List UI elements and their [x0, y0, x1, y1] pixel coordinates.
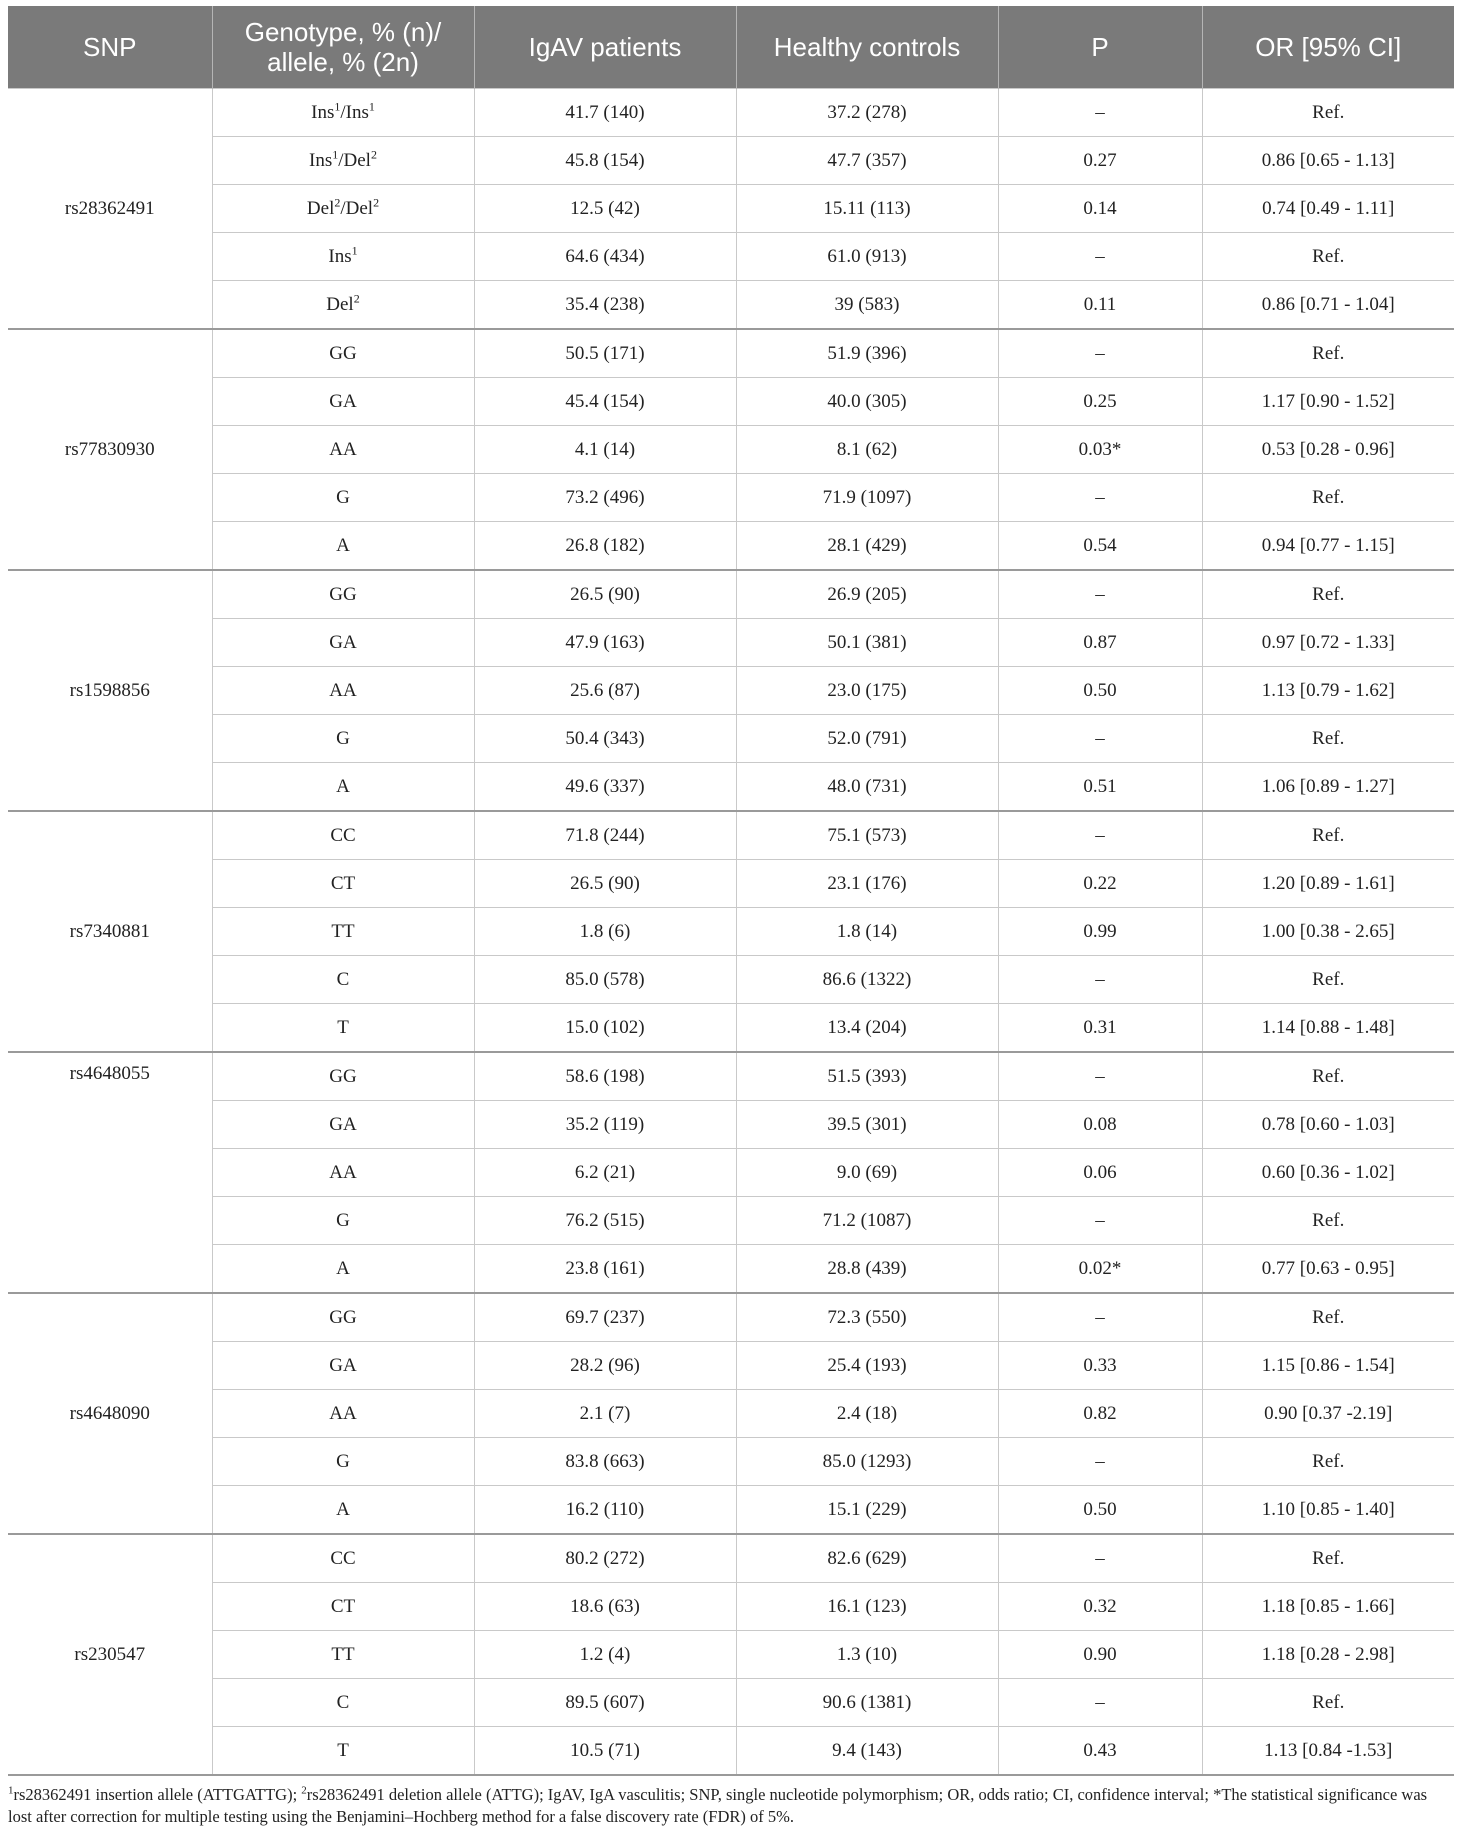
or-cell: 0.78 [0.60 - 1.03]: [1202, 1101, 1454, 1149]
p-value-cell: 0.54: [998, 522, 1202, 571]
patients-cell: 6.2 (21): [474, 1149, 736, 1197]
table-row: [8, 1438, 1454, 1486]
p-value-cell: –: [998, 1197, 1202, 1245]
controls-cell: 23.1 (176): [736, 860, 998, 908]
genotype-cell: G: [212, 1197, 474, 1245]
patients-cell: 1.2 (4): [474, 1631, 736, 1679]
genotype-cell: Ins$^1$: [212, 233, 474, 281]
patients-cell: 76.2 (515): [474, 1197, 736, 1245]
table-row: [8, 1197, 1454, 1245]
or-cell: 1.18 [0.85 - 1.66]: [1202, 1583, 1454, 1631]
snp-cell: rs7340881: [8, 811, 212, 1052]
patients-cell: 41.7 (140): [474, 89, 736, 137]
genotype-cell: AA: [212, 667, 474, 715]
table-row: [8, 715, 1454, 763]
p-value-cell: 0.06: [998, 1149, 1202, 1197]
patients-cell: 45.4 (154): [474, 378, 736, 426]
p-value-cell: 0.51: [998, 763, 1202, 812]
patients-cell: 80.2 (272): [474, 1534, 736, 1583]
table-row: [8, 956, 1454, 1004]
genotype-cell: G: [212, 1438, 474, 1486]
or-cell: Ref.: [1202, 1438, 1454, 1486]
or-cell: 0.94 [0.77 - 1.15]: [1202, 522, 1454, 571]
p-value-cell: 0.08: [998, 1101, 1202, 1149]
controls-cell: 86.6 (1322): [736, 956, 998, 1004]
controls-cell: 37.2 (278): [736, 89, 998, 137]
genotype-cell: A: [212, 1245, 474, 1294]
or-cell: 0.53 [0.28 - 0.96]: [1202, 426, 1454, 474]
genotype-cell: Del$^2$: [212, 281, 474, 330]
patients-cell: 28.2 (96): [474, 1342, 736, 1390]
patients-cell: 26.5 (90): [474, 570, 736, 619]
p-value-cell: 0.50: [998, 667, 1202, 715]
p-value-cell: 0.31: [998, 1004, 1202, 1053]
patients-cell: 50.5 (171): [474, 329, 736, 378]
or-cell: 1.14 [0.88 - 1.48]: [1202, 1004, 1454, 1053]
table-row: [8, 1293, 1454, 1342]
snp-cell: rs28362491: [8, 89, 212, 330]
table-row: [8, 811, 1454, 860]
p-value-cell: 0.03*: [998, 426, 1202, 474]
controls-cell: 25.4 (193): [736, 1342, 998, 1390]
controls-cell: 51.9 (396): [736, 329, 998, 378]
controls-cell: 1.8 (14): [736, 908, 998, 956]
controls-cell: 39 (583): [736, 281, 998, 330]
controls-cell: 15.11 (113): [736, 185, 998, 233]
controls-cell: 72.3 (550): [736, 1293, 998, 1342]
table-row: [8, 1342, 1454, 1390]
or-cell: 0.74 [0.49 - 1.11]: [1202, 185, 1454, 233]
patients-cell: 35.4 (238): [474, 281, 736, 330]
snp-association-table: [8, 6, 1454, 1776]
table-row: [8, 474, 1454, 522]
table-row: [8, 1486, 1454, 1535]
patients-cell: 47.9 (163): [474, 619, 736, 667]
p-value-cell: –: [998, 1534, 1202, 1583]
or-cell: 1.20 [0.89 - 1.61]: [1202, 860, 1454, 908]
table-row: [8, 1727, 1454, 1776]
controls-cell: 39.5 (301): [736, 1101, 998, 1149]
genotype-cell: AA: [212, 1149, 474, 1197]
table-row: [8, 185, 1454, 233]
or-cell: Ref.: [1202, 570, 1454, 619]
table-row: [8, 1679, 1454, 1727]
p-value-cell: 0.02*: [998, 1245, 1202, 1294]
or-cell: 1.15 [0.86 - 1.54]: [1202, 1342, 1454, 1390]
header-p: P: [998, 6, 1202, 89]
controls-cell: 40.0 (305): [736, 378, 998, 426]
genotype-cell: A: [212, 1486, 474, 1535]
table-row: [8, 1583, 1454, 1631]
genotype-cell: GA: [212, 378, 474, 426]
patients-cell: 12.5 (42): [474, 185, 736, 233]
or-cell: Ref.: [1202, 1293, 1454, 1342]
controls-cell: 48.0 (731): [736, 763, 998, 812]
p-value-cell: –: [998, 1679, 1202, 1727]
patients-cell: 71.8 (244): [474, 811, 736, 860]
table-footnote: $^1$rs28362491 insertion allele (ATTGATTG); $^2$rs28362491 deletion allele (ATTG); IgAV, IgA vasculitis; SNP, single nucleotide polymorphism; OR, odds ratio; CI, confidence interval; *The statistical significance was lost after correction for multiple testing using the Benjamini–Hochberg method for a false discovery rate (FDR) of 5%.: [8, 1784, 1428, 1826]
controls-cell: 47.7 (357): [736, 137, 998, 185]
controls-cell: 71.9 (1097): [736, 474, 998, 522]
or-cell: Ref.: [1202, 474, 1454, 522]
genotype-cell: A: [212, 522, 474, 571]
or-cell: Ref.: [1202, 233, 1454, 281]
header-patients: IgAV patients: [474, 6, 736, 89]
genotype-cell: T: [212, 1004, 474, 1053]
snp-cell: rs77830930: [8, 329, 212, 570]
or-cell: Ref.: [1202, 1052, 1454, 1101]
or-cell: 0.77 [0.63 - 0.95]: [1202, 1245, 1454, 1294]
genotype-cell: TT: [212, 1631, 474, 1679]
controls-cell: 75.1 (573): [736, 811, 998, 860]
controls-cell: 15.1 (229): [736, 1486, 998, 1535]
table-row: [8, 763, 1454, 812]
p-value-cell: –: [998, 474, 1202, 522]
or-cell: 1.10 [0.85 - 1.40]: [1202, 1486, 1454, 1535]
genotype-cell: CC: [212, 1534, 474, 1583]
patients-cell: 4.1 (14): [474, 426, 736, 474]
patients-cell: 26.5 (90): [474, 860, 736, 908]
patients-cell: 69.7 (237): [474, 1293, 736, 1342]
or-cell: 1.17 [0.90 - 1.52]: [1202, 378, 1454, 426]
patients-cell: 10.5 (71): [474, 1727, 736, 1776]
or-cell: 0.86 [0.71 - 1.04]: [1202, 281, 1454, 330]
header-controls: Healthy controls: [736, 6, 998, 89]
table-row: [8, 281, 1454, 330]
table-row: [8, 570, 1454, 619]
table-row: [8, 233, 1454, 281]
patients-cell: 83.8 (663): [474, 1438, 736, 1486]
genotype-cell: CT: [212, 860, 474, 908]
table-row: [8, 908, 1454, 956]
patients-cell: 1.8 (6): [474, 908, 736, 956]
genotype-cell: CC: [212, 811, 474, 860]
controls-cell: 85.0 (1293): [736, 1438, 998, 1486]
patients-cell: 45.8 (154): [474, 137, 736, 185]
genotype-cell: G: [212, 474, 474, 522]
genotype-cell: GG: [212, 1052, 474, 1101]
p-value-cell: 0.90: [998, 1631, 1202, 1679]
or-cell: 1.00 [0.38 - 2.65]: [1202, 908, 1454, 956]
table-row: [8, 426, 1454, 474]
controls-cell: 52.0 (791): [736, 715, 998, 763]
table-row: [8, 378, 1454, 426]
p-value-cell: –: [998, 233, 1202, 281]
table-body: [8, 89, 1454, 1776]
patients-cell: 50.4 (343): [474, 715, 736, 763]
table-row: [8, 522, 1454, 571]
p-value-cell: –: [998, 715, 1202, 763]
controls-cell: 1.3 (10): [736, 1631, 998, 1679]
or-cell: Ref.: [1202, 1534, 1454, 1583]
p-value-cell: –: [998, 1438, 1202, 1486]
or-cell: Ref.: [1202, 1197, 1454, 1245]
header-snp: SNP: [8, 6, 212, 89]
snp-cell: rs4648055: [8, 1052, 212, 1293]
or-cell: 0.60 [0.36 - 1.02]: [1202, 1149, 1454, 1197]
genotype-cell: T: [212, 1727, 474, 1776]
snp-cell: rs1598856: [8, 570, 212, 811]
controls-cell: 26.9 (205): [736, 570, 998, 619]
header-or: OR [95% CI]: [1202, 6, 1454, 89]
p-value-cell: 0.33: [998, 1342, 1202, 1390]
genotype-cell: GA: [212, 1101, 474, 1149]
p-value-cell: 0.27: [998, 137, 1202, 185]
or-cell: 1.18 [0.28 - 2.98]: [1202, 1631, 1454, 1679]
genotype-cell: CT: [212, 1583, 474, 1631]
patients-cell: 16.2 (110): [474, 1486, 736, 1535]
table-row: [8, 1245, 1454, 1294]
p-value-cell: –: [998, 956, 1202, 1004]
genotype-cell: GA: [212, 1342, 474, 1390]
genotype-cell: Del$^2$/Del$^2$: [212, 185, 474, 233]
or-cell: Ref.: [1202, 715, 1454, 763]
controls-cell: 16.1 (123): [736, 1583, 998, 1631]
p-value-cell: 0.43: [998, 1727, 1202, 1776]
p-value-cell: 0.50: [998, 1486, 1202, 1535]
table-row: [8, 860, 1454, 908]
patients-cell: 49.6 (337): [474, 763, 736, 812]
p-value-cell: 0.82: [998, 1390, 1202, 1438]
or-cell: Ref.: [1202, 329, 1454, 378]
snp-cell: rs230547: [8, 1534, 212, 1775]
p-value-cell: –: [998, 89, 1202, 137]
table-row: [8, 1004, 1454, 1053]
header-genotype: Genotype, % (n)/ allele, % (2n): [212, 6, 474, 89]
patients-cell: 25.6 (87): [474, 667, 736, 715]
controls-cell: 2.4 (18): [736, 1390, 998, 1438]
controls-cell: 9.0 (69): [736, 1149, 998, 1197]
genotype-cell: GG: [212, 329, 474, 378]
patients-cell: 18.6 (63): [474, 1583, 736, 1631]
or-cell: 0.97 [0.72 - 1.33]: [1202, 619, 1454, 667]
genotype-cell: TT: [212, 908, 474, 956]
p-value-cell: 0.14: [998, 185, 1202, 233]
controls-cell: 61.0 (913): [736, 233, 998, 281]
or-cell: 1.13 [0.84 -1.53]: [1202, 1727, 1454, 1776]
table-container: [8, 6, 1454, 1828]
table-row: [8, 1101, 1454, 1149]
table-row: [8, 1390, 1454, 1438]
table-row: [8, 1631, 1454, 1679]
genotype-cell: GA: [212, 619, 474, 667]
genotype-cell: Ins$^1$/Del$^2$: [212, 137, 474, 185]
patients-cell: 85.0 (578): [474, 956, 736, 1004]
p-value-cell: 0.11: [998, 281, 1202, 330]
or-cell: Ref.: [1202, 956, 1454, 1004]
p-value-cell: –: [998, 811, 1202, 860]
or-cell: Ref.: [1202, 1679, 1454, 1727]
p-value-cell: –: [998, 570, 1202, 619]
table-row: [8, 89, 1454, 137]
p-value-cell: 0.22: [998, 860, 1202, 908]
p-value-cell: 0.32: [998, 1583, 1202, 1631]
patients-cell: 23.8 (161): [474, 1245, 736, 1294]
genotype-cell: AA: [212, 426, 474, 474]
controls-cell: 51.5 (393): [736, 1052, 998, 1101]
genotype-cell: A: [212, 763, 474, 812]
controls-cell: 28.8 (439): [736, 1245, 998, 1294]
genotype-cell: GG: [212, 1293, 474, 1342]
table-row: [8, 329, 1454, 378]
or-cell: 1.06 [0.89 - 1.27]: [1202, 763, 1454, 812]
table-row: [8, 1534, 1454, 1583]
patients-cell: 73.2 (496): [474, 474, 736, 522]
controls-cell: 8.1 (62): [736, 426, 998, 474]
or-cell: Ref.: [1202, 89, 1454, 137]
p-value-cell: 0.25: [998, 378, 1202, 426]
p-value-cell: –: [998, 1052, 1202, 1101]
snp-cell: rs4648090: [8, 1293, 212, 1534]
or-cell: Ref.: [1202, 811, 1454, 860]
table-row: [8, 1052, 1454, 1101]
header-row: [8, 6, 1454, 89]
genotype-cell: C: [212, 1679, 474, 1727]
patients-cell: 64.6 (434): [474, 233, 736, 281]
patients-cell: 26.8 (182): [474, 522, 736, 571]
controls-cell: 50.1 (381): [736, 619, 998, 667]
or-cell: 1.13 [0.79 - 1.62]: [1202, 667, 1454, 715]
genotype-cell: Ins$^1$/Ins$^1$: [212, 89, 474, 137]
patients-cell: 35.2 (119): [474, 1101, 736, 1149]
or-cell: 0.86 [0.65 - 1.13]: [1202, 137, 1454, 185]
p-value-cell: 0.99: [998, 908, 1202, 956]
controls-cell: 82.6 (629): [736, 1534, 998, 1583]
genotype-cell: G: [212, 715, 474, 763]
controls-cell: 28.1 (429): [736, 522, 998, 571]
p-value-cell: –: [998, 329, 1202, 378]
genotype-cell: C: [212, 956, 474, 1004]
patients-cell: 89.5 (607): [474, 1679, 736, 1727]
table-row: [8, 1149, 1454, 1197]
genotype-cell: GG: [212, 570, 474, 619]
p-value-cell: 0.87: [998, 619, 1202, 667]
table-row: [8, 619, 1454, 667]
patients-cell: 2.1 (7): [474, 1390, 736, 1438]
genotype-cell: AA: [212, 1390, 474, 1438]
p-value-cell: –: [998, 1293, 1202, 1342]
patients-cell: 15.0 (102): [474, 1004, 736, 1053]
controls-cell: 71.2 (1087): [736, 1197, 998, 1245]
controls-cell: 90.6 (1381): [736, 1679, 998, 1727]
controls-cell: 13.4 (204): [736, 1004, 998, 1053]
controls-cell: 9.4 (143): [736, 1727, 998, 1776]
table-row: [8, 667, 1454, 715]
controls-cell: 23.0 (175): [736, 667, 998, 715]
table-row: [8, 137, 1454, 185]
or-cell: 0.90 [0.37 -2.19]: [1202, 1390, 1454, 1438]
patients-cell: 58.6 (198): [474, 1052, 736, 1101]
